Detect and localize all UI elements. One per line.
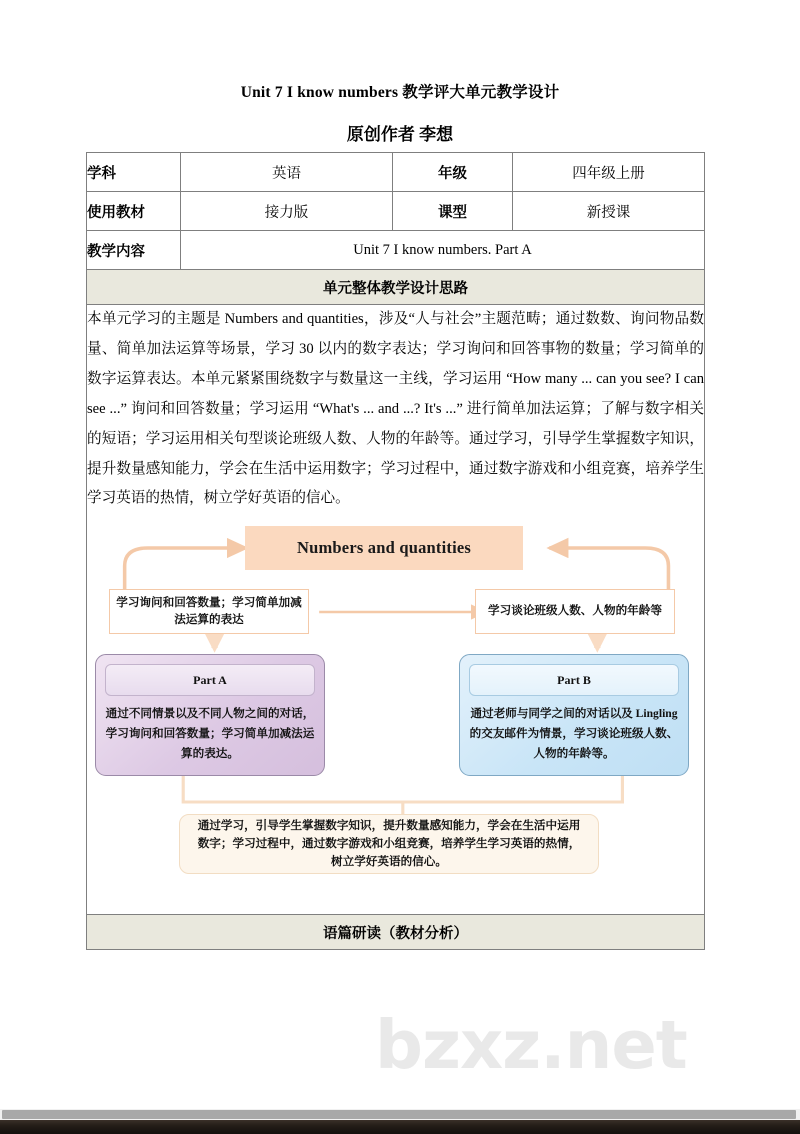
watermark: bzxz.net <box>375 1006 687 1084</box>
part-a-text: 通过不同情景以及不同人物之间的对话，学习询问和回答数量；学习简单加减法运算的表达。 <box>105 707 315 761</box>
table-row <box>87 192 705 231</box>
subject-label: 学科 <box>87 153 181 192</box>
subject-value: 英语 <box>181 153 393 192</box>
diagram-left-node: 学习询问和回答数量；学习简单加减法运算的表达 <box>109 589 309 634</box>
table-row <box>87 270 705 305</box>
part-b-text: 通过老师与同学之间的对话以及 Lingling的交友邮件为情景，学习谈论班级人数、人物的年龄等。 <box>469 707 679 761</box>
table-row <box>87 305 705 915</box>
content-value: Unit 7 I know numbers. Part A <box>181 231 705 270</box>
diagram-right-node: 学习谈论班级人数、人物的年龄等 <box>475 589 675 634</box>
diagram-part-a-card <box>95 654 325 776</box>
diagram-theme-banner: Numbers and quantities <box>245 526 523 570</box>
diagram-summary-box: 通过学习，引导学生掌握数字知识，提升数量感知能力，学会在生活中运用数字；学习过程中，通过数字游戏和小组竞赛，培养学生学习英语的热情，树立学好英语的信心。 <box>179 814 599 874</box>
lesson-plan-table <box>86 152 705 950</box>
part-a-heading: Part A <box>105 664 315 696</box>
scrollbar-thumb[interactable] <box>2 1110 796 1119</box>
table-row <box>87 915 705 950</box>
table-row <box>87 231 705 270</box>
window-bottom-strip <box>0 1120 800 1134</box>
table-row <box>87 153 705 192</box>
body-cell <box>87 305 705 915</box>
section-header: 单元整体教学设计思路 <box>87 270 705 305</box>
grade-value: 四年级上册 <box>513 153 705 192</box>
unit-design-diagram <box>87 514 704 914</box>
body-paragraph: 本单元学习的主题是 Numbers and quantities，涉及“人与社会”主题范畴；通过数数、询问物品数量、简单加法运算等场景，学习 30 以内的数字表达；学习询问和回答事物的数量；学习简单的数字运算表达。本单元紧紧围绕数字与数量这一主线，学习运用 “How many ... can you see? I can see ...” 询问和回答数量；学习运用 “What's ... and ...? It's ...” 进行简单加法运算；了解与数字相关的短语；学习运用相关句型谈论班级人数、人物的年龄等。通过学习，引导学生掌握数字知识，提升数量感知能力，学会在生活中运用数字；学习过程中，通过数字游戏和小组竞赛，培养学生学习英语的热情，树立学好英语的信心。 <box>87 311 704 507</box>
textbook-label: 使用教材 <box>87 192 181 231</box>
lesson-type-value: 新授课 <box>513 192 705 231</box>
lesson-type-label: 课型 <box>393 192 513 231</box>
document-author: 原创作者 李想 <box>346 125 454 144</box>
document-title: Unit 7 I know numbers 教学评大单元教学设计 <box>240 84 560 101</box>
diagram-part-b-card <box>459 654 689 776</box>
content-label: 教学内容 <box>87 231 181 270</box>
textbook-value: 接力版 <box>181 192 393 231</box>
footer-section-header: 语篇研读（教材分析） <box>87 915 705 950</box>
part-b-heading: Part B <box>469 664 679 696</box>
grade-label: 年级 <box>393 153 513 192</box>
horizontal-scrollbar[interactable] <box>0 1109 800 1120</box>
